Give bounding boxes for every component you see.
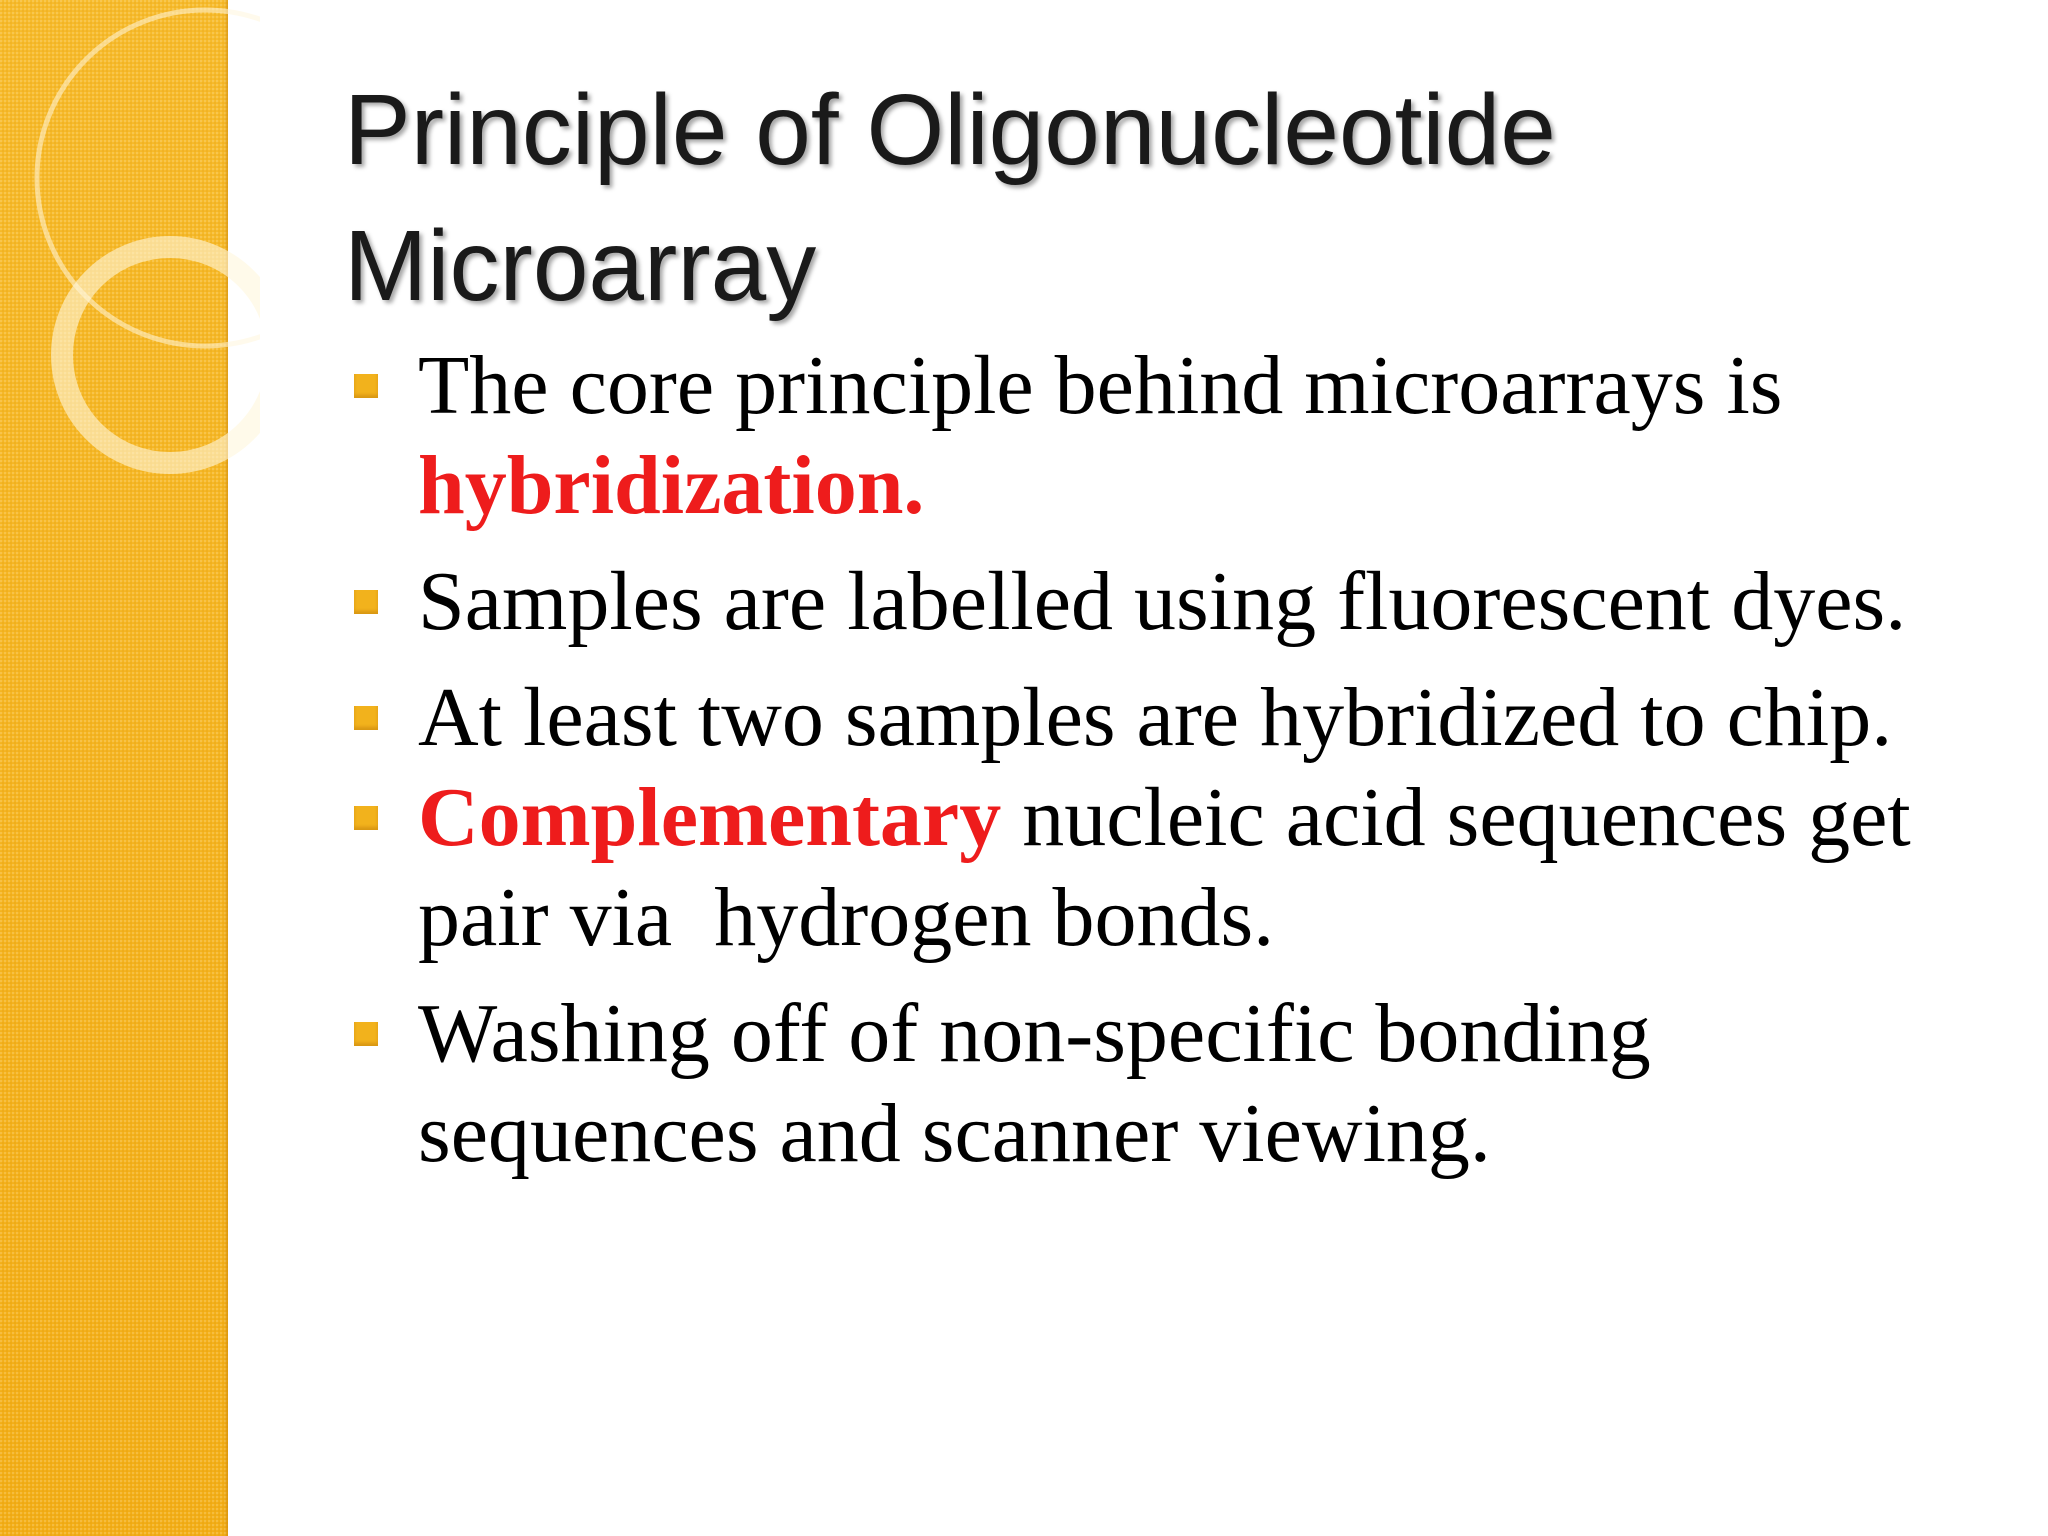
decorative-ring-small xyxy=(62,247,260,463)
bullet-item-hybridization xyxy=(344,336,2004,536)
slide-title-line-2: Microarray xyxy=(344,210,817,322)
slide-title-line-1: Principle of Oligonucleotide xyxy=(344,74,1556,186)
bullet-square-icon xyxy=(354,1022,378,1046)
bullet-square-icon xyxy=(354,706,378,730)
bullet-highlight: Complementary xyxy=(418,771,1002,864)
bullet-list xyxy=(344,336,2004,1184)
bullet-square-icon xyxy=(354,806,378,830)
bullet-text: Washing off of non-specific bonding sequences and scanner viewing. xyxy=(418,987,1651,1180)
bullet-text: nucleic acid sequences get pair via hydrogen bonds. xyxy=(418,771,1932,964)
bullet-text: Samples are labelled using fluorescent dyes. xyxy=(418,555,1907,648)
bullet-square-icon xyxy=(354,374,378,398)
bullet-text: At least two samples are hybridized to chip. xyxy=(418,671,1893,764)
decorative-rings xyxy=(0,0,260,520)
bullet-item-complementary xyxy=(344,768,2004,968)
bullet-item-washing xyxy=(344,984,2004,1184)
bullet-item-two-samples xyxy=(344,668,2004,768)
slide-title xyxy=(344,62,1984,334)
bullet-text: The core principle behind microarrays is xyxy=(418,339,1783,432)
bullet-highlight: hybridization. xyxy=(418,439,925,532)
bullet-item-labelling xyxy=(344,552,2004,652)
bullet-square-icon xyxy=(354,590,378,614)
